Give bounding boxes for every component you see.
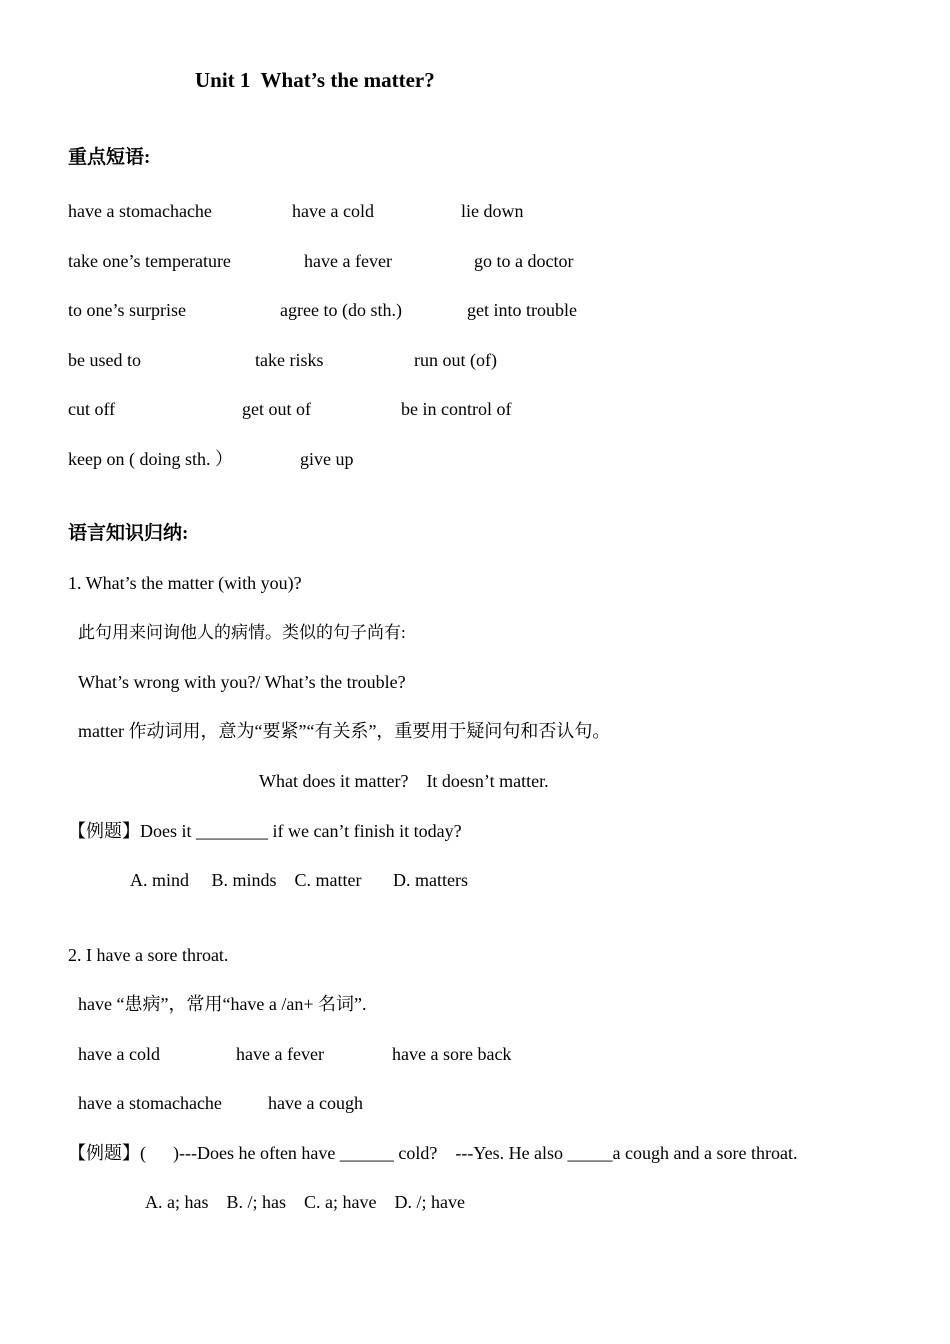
phrase: to one’s surprise bbox=[68, 300, 186, 320]
phrase: go to a doctor bbox=[474, 251, 574, 271]
phrase: have a fever bbox=[304, 251, 392, 271]
point-1-examples: What does it matter? It doesn’t matter. bbox=[259, 771, 549, 791]
phrase: have a stomachache bbox=[78, 1093, 222, 1113]
phrase: have a stomachache bbox=[68, 201, 212, 221]
phrase: get into trouble bbox=[467, 300, 577, 320]
knowledge-heading: 语言知识归纳: bbox=[68, 523, 189, 544]
phrase: get out of bbox=[242, 399, 311, 419]
point-1-usage: matter 作动词用，意为“要紧”“有关系”，重要用于疑问句和否认句。 bbox=[78, 721, 611, 741]
point-2-note: have “患病”，常用“have a /an+ 名词”. bbox=[78, 994, 367, 1014]
phrase: take risks bbox=[255, 350, 324, 370]
phrase: keep on ( doing sth. ） bbox=[68, 449, 233, 469]
phrases-heading: 重点短语: bbox=[68, 147, 151, 168]
point-1-exercise: 【例题】Does it ________ if we can’t finish it today? bbox=[68, 821, 462, 841]
point-1-note: 此句用来问询他人的病情。类似的句子尚有: bbox=[78, 623, 406, 642]
phrase: give up bbox=[300, 449, 354, 469]
phrase: agree to (do sth.) bbox=[280, 300, 402, 320]
point-1-title: 1. What’s the matter (with you)? bbox=[68, 573, 302, 593]
phrase: be in control of bbox=[401, 399, 512, 419]
phrase: lie down bbox=[461, 201, 524, 221]
point-2-exercise: 【例题】( )---Does he often have ______ cold? ---Yes. He also _____a cough and a sore throat. bbox=[68, 1143, 798, 1163]
point-2-title: 2. I have a sore throat. bbox=[68, 945, 229, 965]
phrase: run out (of) bbox=[414, 350, 497, 370]
point-2-options: A. a; has B. /; has C. a; have D. /; have bbox=[145, 1192, 465, 1212]
phrase: have a cold bbox=[78, 1044, 160, 1064]
phrase: have a cold bbox=[292, 201, 374, 221]
point-1-options: A. mind B. minds C. matter D. matters bbox=[130, 870, 468, 890]
phrase: be used to bbox=[68, 350, 141, 370]
page-title: Unit 1 What’s the matter? bbox=[195, 68, 435, 92]
phrase: have a cough bbox=[268, 1093, 363, 1113]
phrase: have a fever bbox=[236, 1044, 324, 1064]
phrase: take one’s temperature bbox=[68, 251, 231, 271]
phrase: have a sore back bbox=[392, 1044, 512, 1064]
point-1-similar: What’s wrong with you?/ What’s the trouble? bbox=[78, 672, 406, 692]
phrase: cut off bbox=[68, 399, 116, 419]
